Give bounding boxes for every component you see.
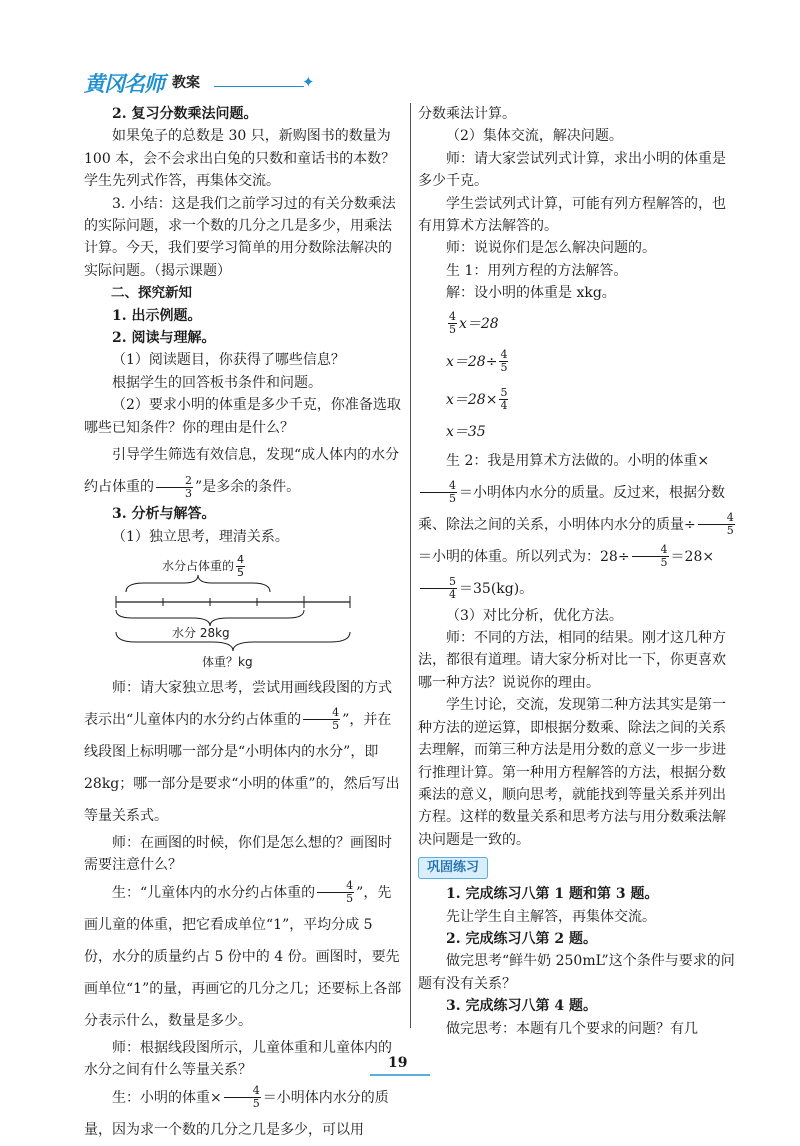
paragraph: 如果兔子的总数是 30 只，新购图书的数量为 100 本，会不会求出白兔的只数和童话书的本数？学生先列式作答，再集体交流。 — [84, 128, 396, 190]
paragraph: 做完思考“鲜牛奶 250mL”这个条件与要求的问题有没有关系？ — [418, 953, 735, 992]
paragraph: （2）集体交流，解决问题。 — [446, 128, 623, 145]
paragraph: （3）对比分析，优化方法。 — [446, 607, 623, 624]
right-column — [418, 103, 738, 1040]
page-number: 19 — [388, 1055, 408, 1071]
diagram-label-weight: 体重？kg — [202, 654, 253, 669]
paragraph: 师：不同的方法，相同的结果。刚才这几种方法，都很有道理。请大家分析对比一下，你更喜欢哪一种方法？说说你的理由。 — [418, 630, 726, 691]
paragraph: 学生尝试列式计算，可能有列方程解答的，也有用算术方法解答的。 — [418, 195, 726, 235]
equation-line: $\frac{4}{5}$ x＝28 — [449, 310, 499, 337]
paragraph: 先让学生自主解答，再集体交流。 — [446, 908, 656, 925]
paragraph: （1）阅读题目，你获得了哪些信息？ — [112, 352, 345, 369]
section-item: 1. 出示例题。 — [112, 307, 202, 324]
practice-section — [418, 851, 738, 883]
equation-line: x＝28× $\frac{5}{4}$ — [446, 386, 508, 413]
diagram-label-top: 水分占体重的 $\frac{4}{5}$ — [162, 552, 245, 579]
paragraph: 师：说说你们是怎么解决问题的。 — [446, 240, 656, 257]
paragraph: 师：请大家尝试列式计算，求出小明的体重是多少千克。 — [418, 150, 726, 190]
paragraph: 师：请大家独立思考，尝试用画线段图的方式表示出“儿童体内的水分约占体重的 $\frac{4}{5}$ ”，并在线段图上标明哪一部分是“小明体内的水分”，即 28kg；哪一部分是要求“小明的体重”的，然后写出等量关系式。 — [84, 679, 400, 824]
section-item: 2. 阅读与理解。 — [112, 330, 216, 347]
paragraph: （2）要求小明的体重是多少千克，你准备选取哪些已知条件？你的理由是什么？ — [84, 397, 401, 436]
paragraph: 解：设小明的体重是 xkg。 — [446, 285, 616, 302]
paragraph: 生：小明的体重× $\frac{4}{5}$ ＝小明体内水分的质量，因为求一个数的几分之几是多少，可以用 — [84, 1084, 389, 1138]
diagram-label-water: 水分 28kg — [172, 625, 230, 640]
paragraph: 学生讨论，交流，发现第二种方法其实是第一种方法的逆运算，即根据分数乘、除法之间的关系去理解，而第三种方法是用分数的意义一步一步进行推理计算。第一种用方程解答的方法，根据分数乘法的意义，顺向思考，就能找到等量关系并列出方程。这样的数量关系和思考方法与用分数乘法解决问题是一致的。 — [418, 697, 726, 848]
section-item: 3. 分析与解答。 — [112, 506, 216, 523]
sparkle-icon: ✦ — [302, 73, 315, 91]
section-item: 2. 复习分数乘法问题。 — [112, 106, 258, 122]
paragraph: （1）独立思考，理清关系。 — [112, 528, 289, 545]
column-divider — [410, 103, 411, 1028]
paragraph: 引导学生筛选有效信息，发现“成人体内的水分约占体重的 $\frac{2}{3}$ ”是多余的条件。 — [84, 447, 400, 500]
paragraph: 生 2：我是用算术方法做的。小明的体重× $\frac{4}{5}$ ＝小明体内水分的质量。反过来，根据分数乘、除法之间的关系，小明体内水分的质量÷ $\frac{4}{5}$ ＝小明的体重。所以列式为：28÷ $\frac{4}{5}$ ＝28× $\frac{5}{4}$ ＝35(kg)。 — [418, 452, 734, 602]
header-rule — [214, 86, 304, 87]
paragraph: 生 1：用列方程的方法解答。 — [446, 262, 628, 279]
brand-subtitle: 教案 — [172, 75, 200, 91]
section-item: 1. 完成练习八第 1 题和第 3 题。 — [446, 886, 659, 903]
paragraph: 师：根据线段图所示，儿童体重和儿童体内的水分之间有什么等量关系？ — [84, 1039, 392, 1079]
equation-line: x＝35 — [446, 423, 486, 440]
page-number-rule — [370, 1074, 430, 1076]
section-heading: 二、探究新知 — [111, 285, 192, 302]
paragraph: 3. 小结：这是我们之前学习过的有关分数乘法的实际问题，求一个数的几分之几是多少，用乘法计算。今天，我们要学习简单的用分数除法解决的实际问题。（揭示课题） — [84, 195, 396, 279]
equation-line: x＝28÷ $\frac{4}{5}$ — [446, 348, 508, 375]
section-item: 2. 完成练习八第 2 题。 — [446, 930, 597, 947]
fraction: $\frac{2}{3}$ — [156, 475, 193, 500]
paragraph: 根据学生的回答板书条件和问题。 — [112, 374, 322, 391]
brace-weight — [116, 632, 350, 651]
page-header — [84, 68, 324, 98]
left-column — [84, 103, 408, 1146]
line-segment-diagram — [84, 552, 405, 668]
section-item: 3. 完成练习八第 4 题。 — [446, 998, 597, 1015]
paragraph: 分数乘法计算。 — [418, 106, 516, 122]
paragraph: 做完思考：本题有几个要求的问题？有几 — [446, 1020, 698, 1037]
paragraph: 生：“儿童体内的水分约占体重的 $\frac{4}{5}$ ”，先画儿童的体重，把它看成单位“1”，平均分成 5 份，水分的质量约占 5 份中的 4 份。画图时，要先画单位“1”的量，再画它的几分之几；还要标上各部分表示什么，数量是多少。 — [84, 879, 402, 1029]
brand-logo: 黄冈名师 — [84, 72, 164, 96]
paragraph: 师：在画图的时候，你们是怎么想的？画图时需要注意什么？ — [84, 834, 392, 874]
practice-badge: 巩固练习 — [418, 857, 488, 879]
